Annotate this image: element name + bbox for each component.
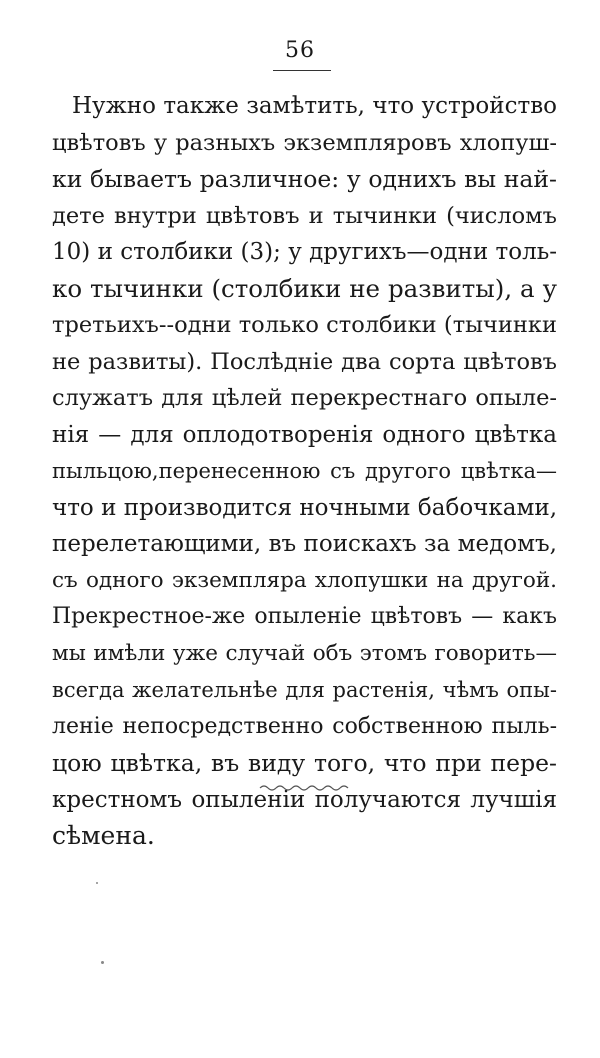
text-line: сѣмена. bbox=[52, 821, 155, 850]
text-line: нія — для оплодотворенія одного цвѣтка bbox=[52, 421, 557, 448]
paper-speck bbox=[96, 882, 98, 884]
text-line: мы имѣли уже случай объ этомъ говорить— bbox=[52, 640, 557, 666]
text-line: цвѣтовъ у разныхъ экземпляровъ хлопуш- bbox=[52, 129, 557, 156]
text-line: крестномъ опыленіи получаются лучшія bbox=[52, 786, 557, 813]
text-line: 10) и столбики (3); у другихъ—одни толь- bbox=[52, 239, 557, 265]
text-line: что и производится ночными бабочками, bbox=[52, 494, 557, 521]
page-number-rule bbox=[273, 70, 331, 71]
text-line: цою цвѣтка, въ виду того, что при пере- bbox=[52, 749, 557, 777]
text-line: третьихъ--одни только столбики (тычинки bbox=[52, 312, 557, 338]
text-line: пыльцою,перенесенною съ другого цвѣтка— bbox=[52, 459, 557, 483]
text-line: всегда желательнѣе для растенія, чѣмъ опы- bbox=[52, 678, 557, 702]
end-ornament bbox=[258, 782, 350, 794]
text-line: ко тычинки (столбики не развиты), а у bbox=[52, 273, 557, 303]
text-line: леніе непосредственно собственною пыль- bbox=[52, 713, 557, 739]
text-line: съ одного экземпляра хлопушки на другой. bbox=[52, 567, 557, 593]
text-line: Прекрестное-же опыленіе цвѣтовъ — какъ bbox=[52, 604, 557, 629]
text-line: не развиты). Послѣдніе два сорта цвѣтовъ bbox=[52, 348, 557, 375]
page-number: 56 bbox=[285, 38, 315, 63]
text-line: Нужно также замѣтить, что устройство bbox=[72, 93, 557, 119]
text-line: дете внутри цвѣтовъ и тычинки (числомъ bbox=[52, 202, 557, 229]
text-line: перелетающими, въ поискахъ за медомъ, bbox=[52, 531, 557, 557]
text-line: служатъ для цѣлей перекрестнаго опыле- bbox=[52, 385, 557, 411]
paper-speck bbox=[101, 961, 104, 964]
text-line: ки бываетъ различное: у однихъ вы най- bbox=[52, 165, 557, 193]
paragraph bbox=[52, 88, 557, 855]
